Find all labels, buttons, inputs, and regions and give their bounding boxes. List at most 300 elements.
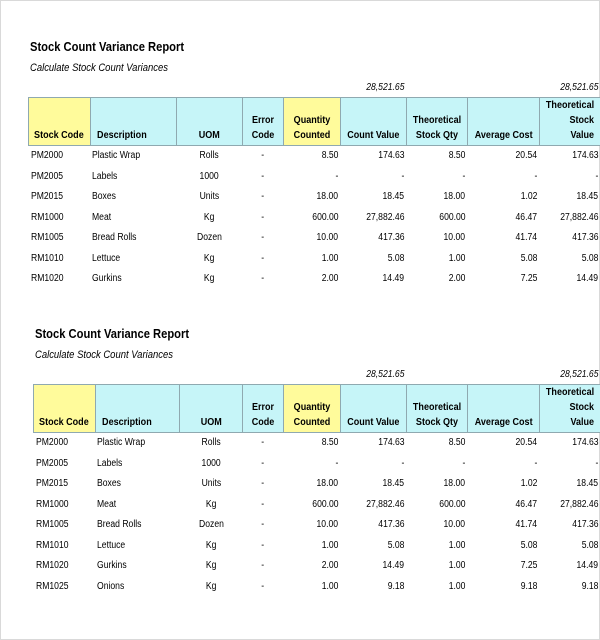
cell-theoretical-stock-value — [539, 454, 600, 475]
theoretical-stock-value-value: 18.45 — [576, 191, 599, 203]
cell-theoretical-stock-value — [539, 146, 600, 167]
cell-quantity-counted — [283, 577, 340, 598]
count-value-value: 14.49 — [382, 273, 405, 285]
cell-error-code — [243, 454, 284, 475]
table-row — [34, 495, 600, 516]
uom-value: Dozen — [198, 519, 224, 531]
header-quantity-counted: Quantity Counted — [293, 401, 331, 428]
cell-theoretical-stock-qty — [406, 433, 467, 454]
cell-average-cost — [467, 577, 539, 598]
error-code-value: - — [261, 478, 265, 490]
stock-code-value: RM1005 — [35, 519, 69, 531]
table-row — [29, 187, 600, 208]
cell-quantity-counted — [283, 187, 340, 208]
cell-description — [95, 454, 179, 475]
cell-stock-code — [29, 228, 91, 249]
cell-average-cost — [467, 269, 539, 290]
cell-uom — [179, 454, 242, 475]
cell-error-code — [243, 249, 284, 270]
stock-code-value: RM1025 — [35, 580, 69, 592]
cell-count-value — [340, 187, 406, 208]
theoretical-stock-qty-value: 18.00 — [443, 191, 466, 203]
table-row — [34, 556, 600, 577]
quantity-counted-value: 1.00 — [321, 539, 339, 551]
quantity-counted-value: 8.50 — [321, 150, 339, 162]
stock-code-value: RM1000 — [35, 498, 69, 510]
cell-average-cost — [467, 454, 539, 475]
cell-average-cost — [467, 208, 539, 229]
stock-code-value: RM1005 — [30, 232, 64, 244]
theoretical-stock-qty-value: 10.00 — [443, 519, 466, 531]
average-cost-value: 46.47 — [515, 498, 538, 510]
quantity-counted-value: 18.00 — [316, 191, 339, 203]
average-cost-value: 46.47 — [515, 211, 538, 223]
cell-theoretical-stock-qty — [406, 228, 467, 249]
average-cost-value: 7.25 — [520, 273, 538, 285]
count-value-value: 174.63 — [377, 150, 405, 162]
cell-error-code — [243, 208, 284, 229]
count-value-value: 14.49 — [382, 560, 405, 572]
average-cost-value: 1.02 — [520, 478, 538, 490]
uom-value: Kg — [205, 560, 217, 572]
report-title: Stock Count Variance Report — [35, 326, 190, 341]
cell-quantity-counted — [283, 454, 340, 475]
cell-quantity-counted — [283, 208, 340, 229]
cell-quantity-counted — [283, 495, 340, 516]
theoretical-stock-value-value: 14.49 — [576, 560, 599, 572]
cell-theoretical-stock-qty — [406, 474, 467, 495]
theoretical-stock-qty-value: 1.00 — [448, 252, 466, 264]
average-cost-value: 1.02 — [520, 191, 538, 203]
cell-quantity-counted — [283, 146, 340, 167]
cell-error-code — [243, 228, 284, 249]
cell-stock-code — [34, 536, 96, 557]
stock-code-value: PM2000 — [30, 150, 63, 162]
cell-error-code — [243, 577, 284, 598]
quantity-counted-value: 2.00 — [321, 273, 339, 285]
cell-quantity-counted — [283, 167, 340, 188]
header-uom: UOM — [198, 129, 220, 141]
cell-count-value — [340, 167, 406, 188]
cell-average-cost — [467, 495, 539, 516]
count-value-value: 18.45 — [382, 191, 405, 203]
cell-average-cost — [467, 556, 539, 577]
stock-code-value: PM2005 — [30, 170, 63, 182]
uom-value: Rolls — [199, 150, 220, 162]
count-value-value: 27,882.46 — [365, 498, 405, 510]
description-value: Lettuce — [92, 252, 121, 264]
header-theoretical-stock-qty: Theoretical Stock Qty — [412, 401, 461, 428]
description-value: Bread Rolls — [97, 519, 142, 531]
table-row — [29, 269, 600, 290]
cell-average-cost — [467, 474, 539, 495]
error-code-value: - — [261, 457, 265, 469]
cell-quantity-counted — [283, 515, 340, 536]
cell-uom — [179, 515, 242, 536]
cell-error-code — [243, 187, 284, 208]
quantity-counted-value: - — [335, 457, 339, 469]
total-theoretical-stock-value: 28,521.65 — [560, 369, 599, 380]
cell-uom — [179, 577, 242, 598]
count-value-value: 417.36 — [377, 519, 405, 531]
quantity-counted-value: 8.50 — [321, 437, 339, 449]
cell-stock-code — [29, 167, 91, 188]
stock-code-value: RM1020 — [35, 560, 69, 572]
cell-theoretical-stock-qty — [406, 167, 467, 188]
quantity-counted-value: 1.00 — [321, 252, 339, 264]
cell-theoretical-stock-qty — [406, 146, 467, 167]
uom-value: Kg — [204, 273, 215, 285]
header-uom: UOM — [200, 416, 222, 428]
error-code-value: - — [261, 252, 265, 264]
uom-value: Units — [199, 191, 220, 203]
header-theoretical-stock-value: Theoretical Stock Value — [545, 386, 595, 428]
cell-theoretical-stock-qty — [406, 515, 467, 536]
cell-error-code — [243, 536, 284, 557]
cell-count-value — [340, 515, 406, 536]
count-value-value: 9.18 — [387, 580, 405, 592]
cell-quantity-counted — [283, 228, 340, 249]
cell-error-code — [243, 515, 284, 536]
cell-theoretical-stock-value — [539, 187, 600, 208]
totals-row — [29, 79, 600, 98]
cell-error-code — [243, 167, 284, 188]
average-cost-value: 41.74 — [515, 232, 538, 244]
header-quantity-counted: Quantity Counted — [293, 114, 331, 141]
cell-error-code — [243, 146, 284, 167]
table-row — [29, 167, 600, 188]
quantity-counted-value: 18.00 — [316, 478, 339, 490]
uom-value: Kg — [205, 498, 217, 510]
table-row — [34, 433, 600, 454]
cell-average-cost — [467, 433, 539, 454]
cell-uom — [176, 208, 242, 229]
cell-uom — [176, 249, 242, 270]
cell-theoretical-stock-qty — [406, 577, 467, 598]
theoretical-stock-value-value: - — [595, 170, 599, 182]
cell-theoretical-stock-qty — [406, 536, 467, 557]
error-code-value: - — [261, 580, 265, 592]
description-value: Lettuce — [97, 539, 126, 551]
cell-count-value — [340, 454, 406, 475]
cell-average-cost — [467, 146, 539, 167]
theoretical-stock-value-value: 174.63 — [572, 437, 599, 449]
header-theoretical-stock-qty: Theoretical Stock Qty — [412, 114, 461, 141]
cell-stock-code — [34, 515, 96, 536]
header-error-code: Error Code — [251, 401, 275, 428]
theoretical-stock-value-value: 417.36 — [572, 232, 599, 244]
quantity-counted-value: - — [335, 170, 339, 182]
error-code-value: - — [261, 498, 265, 510]
table-row — [34, 474, 600, 495]
quantity-counted-value: 600.00 — [312, 498, 339, 510]
error-code-value: - — [261, 170, 265, 182]
cell-quantity-counted — [283, 474, 340, 495]
average-cost-value: - — [534, 170, 538, 182]
theoretical-stock-qty-value: 8.50 — [448, 437, 466, 449]
cell-stock-code — [29, 146, 91, 167]
cell-error-code — [243, 433, 284, 454]
cell-quantity-counted — [283, 536, 340, 557]
cell-theoretical-stock-qty — [406, 556, 467, 577]
cell-theoretical-stock-qty — [406, 269, 467, 290]
theoretical-stock-value-value: 174.63 — [572, 150, 599, 162]
description-value: Meat — [97, 498, 117, 510]
cell-description — [95, 536, 179, 557]
cell-description — [95, 556, 179, 577]
header-average-cost: Average Cost — [474, 416, 533, 428]
total-theoretical-stock-value: 28,521.65 — [560, 82, 599, 93]
cell-count-value — [340, 228, 406, 249]
quantity-counted-value: 2.00 — [321, 560, 339, 572]
cell-count-value — [340, 146, 406, 167]
cell-theoretical-stock-value — [539, 433, 600, 454]
uom-value: Dozen — [197, 232, 222, 244]
description-value: Meat — [92, 211, 112, 223]
uom-value: 1000 — [199, 170, 220, 182]
description-value: Gurkins — [92, 273, 122, 285]
cell-count-value — [340, 536, 406, 557]
stock-code-value: RM1010 — [30, 252, 64, 264]
cell-theoretical-stock-value — [539, 474, 600, 495]
cell-stock-code — [29, 187, 91, 208]
cell-theoretical-stock-value — [539, 577, 600, 598]
cell-theoretical-stock-value — [539, 208, 600, 229]
cell-stock-code — [29, 208, 91, 229]
cell-theoretical-stock-value — [539, 556, 600, 577]
cell-uom — [176, 187, 242, 208]
variance-table — [33, 366, 600, 597]
cell-description — [90, 228, 176, 249]
description-value: Labels — [97, 457, 123, 469]
error-code-value: - — [261, 150, 265, 162]
cell-uom — [176, 167, 242, 188]
uom-value: Rolls — [201, 437, 221, 449]
table-row — [29, 146, 600, 167]
cell-stock-code — [34, 433, 96, 454]
uom-value: Kg — [204, 252, 215, 264]
cell-quantity-counted — [283, 556, 340, 577]
cell-error-code — [243, 556, 284, 577]
average-cost-value: 41.74 — [515, 519, 538, 531]
header-stock-code: Stock Code — [34, 129, 84, 141]
average-cost-value: 7.25 — [520, 560, 538, 572]
theoretical-stock-value-value: 5.08 — [581, 252, 599, 264]
cell-quantity-counted — [283, 433, 340, 454]
average-cost-value: 5.08 — [520, 539, 538, 551]
cell-uom — [176, 228, 242, 249]
cell-average-cost — [467, 187, 539, 208]
theoretical-stock-qty-value: 600.00 — [438, 498, 466, 510]
average-cost-value: 5.08 — [520, 252, 538, 264]
count-value-value: - — [401, 170, 405, 182]
cell-theoretical-stock-value — [539, 249, 600, 270]
theoretical-stock-value-value: 18.45 — [576, 478, 599, 490]
theoretical-stock-value-value: 14.49 — [576, 273, 599, 285]
theoretical-stock-value-value: 417.36 — [572, 519, 599, 531]
theoretical-stock-qty-value: 8.50 — [448, 150, 466, 162]
error-code-value: - — [261, 519, 265, 531]
theoretical-stock-qty-value: 10.00 — [443, 232, 466, 244]
theoretical-stock-value-value: 27,882.46 — [560, 211, 599, 223]
quantity-counted-value: 600.00 — [312, 211, 339, 223]
quantity-counted-value: 1.00 — [321, 580, 339, 592]
header-description: Description — [101, 416, 152, 428]
quantity-counted-value: 10.00 — [316, 519, 339, 531]
cell-theoretical-stock-qty — [406, 208, 467, 229]
count-value-value: 417.36 — [377, 232, 405, 244]
cell-description — [95, 433, 179, 454]
theoretical-stock-qty-value: 600.00 — [438, 211, 466, 223]
stock-code-value: PM2015 — [35, 478, 68, 490]
total-count-value: 28,521.65 — [365, 82, 405, 93]
cell-theoretical-stock-qty — [406, 187, 467, 208]
cell-average-cost — [467, 228, 539, 249]
header-row — [34, 385, 600, 433]
cell-count-value — [340, 269, 406, 290]
totals-row — [34, 366, 600, 385]
cell-theoretical-stock-value — [539, 515, 600, 536]
description-value: Boxes — [97, 478, 122, 490]
uom-value: Units — [201, 478, 221, 490]
header-average-cost: Average Cost — [474, 129, 533, 141]
cell-uom — [176, 146, 242, 167]
count-value-value: - — [401, 457, 405, 469]
cell-theoretical-stock-value — [539, 228, 600, 249]
uom-value: 1000 — [201, 457, 221, 469]
error-code-value: - — [261, 191, 265, 203]
theoretical-stock-qty-value: 1.00 — [448, 580, 466, 592]
header-theoretical-stock-value: Theoretical Stock Value — [545, 99, 595, 141]
theoretical-stock-qty-value: 1.00 — [448, 560, 466, 572]
description-value: Plastic Wrap — [92, 150, 141, 162]
cell-description — [90, 269, 176, 290]
cell-count-value — [340, 208, 406, 229]
description-value: Plastic Wrap — [97, 437, 146, 449]
report-subtitle: Calculate Stock Count Variances — [30, 62, 168, 74]
cell-description — [95, 515, 179, 536]
error-code-value: - — [261, 560, 265, 572]
error-code-value: - — [261, 539, 265, 551]
cell-count-value — [340, 577, 406, 598]
cell-count-value — [340, 495, 406, 516]
count-value-value: 18.45 — [382, 478, 405, 490]
count-value-value: 5.08 — [387, 539, 405, 551]
cell-stock-code — [29, 269, 91, 290]
cell-uom — [176, 269, 242, 290]
description-value: Gurkins — [97, 560, 127, 572]
report-subtitle: Calculate Stock Count Variances — [35, 349, 173, 361]
cell-uom — [179, 536, 242, 557]
header-count-value: Count Value — [347, 129, 400, 141]
total-count-value: 28,521.65 — [365, 369, 405, 380]
stock-code-value: PM2000 — [35, 437, 68, 449]
theoretical-stock-value-value: 9.18 — [581, 580, 599, 592]
theoretical-stock-value-value: 27,882.46 — [560, 498, 599, 510]
cell-stock-code — [34, 474, 96, 495]
description-value: Labels — [92, 170, 118, 182]
cell-stock-code — [34, 495, 96, 516]
cell-description — [95, 495, 179, 516]
cell-stock-code — [34, 454, 96, 475]
table-row — [34, 536, 600, 557]
table-row — [29, 228, 600, 249]
stock-code-value: PM2015 — [30, 191, 63, 203]
average-cost-value: - — [534, 457, 538, 469]
stock-code-value: RM1000 — [30, 211, 64, 223]
cell-error-code — [243, 474, 284, 495]
average-cost-value: 20.54 — [515, 150, 538, 162]
cell-uom — [179, 433, 242, 454]
cell-error-code — [243, 495, 284, 516]
cell-description — [95, 577, 179, 598]
description-value: Onions — [97, 580, 125, 592]
error-code-value: - — [261, 273, 265, 285]
average-cost-value: 20.54 — [515, 437, 538, 449]
description-value: Bread Rolls — [92, 232, 137, 244]
count-value-value: 5.08 — [387, 252, 405, 264]
cell-theoretical-stock-value — [539, 167, 600, 188]
header-row — [29, 98, 600, 146]
cell-count-value — [340, 474, 406, 495]
average-cost-value: 9.18 — [520, 580, 538, 592]
theoretical-stock-value-value: 5.08 — [581, 539, 599, 551]
cell-theoretical-stock-value — [539, 269, 600, 290]
error-code-value: - — [261, 232, 265, 244]
stock-code-value: PM2005 — [35, 457, 68, 469]
cell-description — [95, 474, 179, 495]
cell-error-code — [243, 269, 284, 290]
cell-average-cost — [467, 249, 539, 270]
cell-uom — [179, 474, 242, 495]
uom-value: Kg — [205, 580, 217, 592]
cell-quantity-counted — [283, 249, 340, 270]
header-stock-code: Stock Code — [39, 416, 89, 428]
cell-count-value — [340, 433, 406, 454]
error-code-value: - — [261, 211, 265, 223]
cell-description — [90, 167, 176, 188]
cell-stock-code — [34, 577, 96, 598]
cell-stock-code — [29, 249, 91, 270]
cell-stock-code — [34, 556, 96, 577]
cell-average-cost — [467, 167, 539, 188]
theoretical-stock-qty-value: 18.00 — [443, 478, 466, 490]
cell-theoretical-stock-qty — [406, 454, 467, 475]
theoretical-stock-qty-value: 1.00 — [448, 539, 466, 551]
uom-value: Kg — [205, 539, 217, 551]
cell-theoretical-stock-qty — [406, 249, 467, 270]
uom-value: Kg — [204, 211, 215, 223]
stock-code-value: RM1010 — [35, 539, 69, 551]
cell-quantity-counted — [283, 269, 340, 290]
cell-description — [90, 187, 176, 208]
cell-average-cost — [467, 536, 539, 557]
cell-count-value — [340, 556, 406, 577]
cell-count-value — [340, 249, 406, 270]
table-row — [34, 577, 600, 598]
theoretical-stock-qty-value: - — [462, 457, 466, 469]
header-description: Description — [96, 129, 147, 141]
table-row — [34, 454, 600, 475]
cell-uom — [179, 495, 242, 516]
count-value-value: 27,882.46 — [365, 211, 405, 223]
cell-average-cost — [467, 515, 539, 536]
theoretical-stock-qty-value: - — [462, 170, 466, 182]
cell-theoretical-stock-value — [539, 495, 600, 516]
stock-code-value: RM1020 — [30, 273, 64, 285]
count-value-value: 174.63 — [377, 437, 405, 449]
quantity-counted-value: 10.00 — [316, 232, 339, 244]
